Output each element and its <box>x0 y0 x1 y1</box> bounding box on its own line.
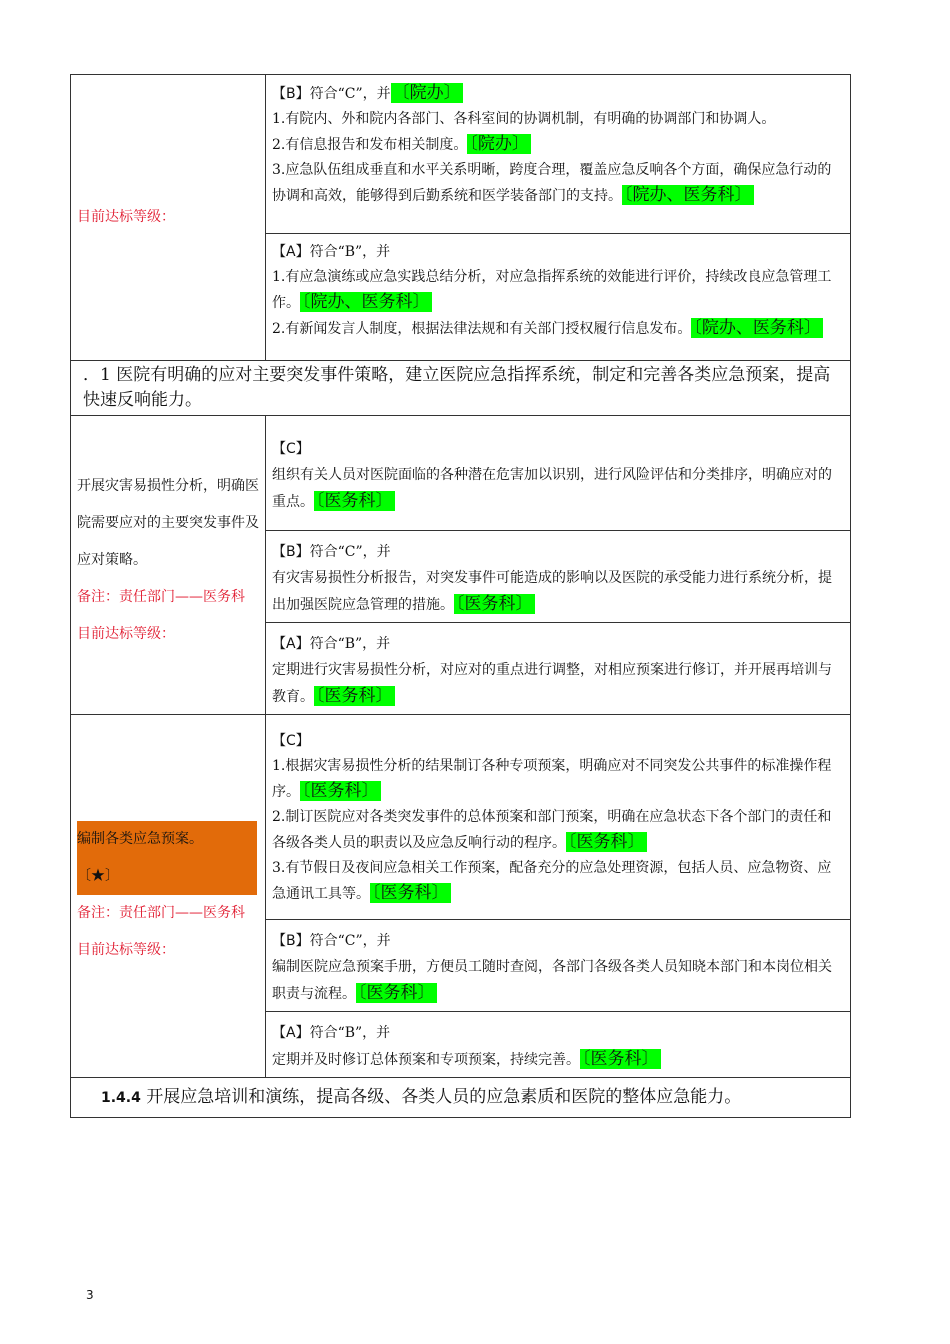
criterion-item: 2.有信息报告和发布相关制度。 <box>272 137 468 153</box>
criterion-item: 3.有节假日及夜间应急相关工作预案，配备充分的应急处理资源，包括人员、应急物资、应急通讯工具等。 <box>272 860 832 902</box>
row-3-C <box>71 715 851 920</box>
row-3-B-cell <box>266 920 851 1012</box>
star-icon: 〔★〕 <box>77 868 119 884</box>
criterion-item: 2.有新闻发言人制度，根据法律法规和有关部门授权履行信息发布。 <box>272 321 692 337</box>
level-label: 【B】 <box>272 86 310 102</box>
dept-tag: 〔医务科〕 <box>582 1049 659 1069</box>
criterion-item: 2.制订医院应对各类突发事件的总体预案和部门预案，明确在应急状态下各个部门的责任和各级各类人员的职责以及应急反响行动的程序。 <box>272 809 832 851</box>
row-3-A-cell <box>266 1012 851 1078</box>
row-1-left-cell <box>71 75 266 361</box>
row-2-left-cell <box>71 416 266 715</box>
row-1-A-cell <box>266 234 851 361</box>
dept-tag: 〔院办、医务科〕 <box>693 318 821 338</box>
dept-tag: 〔医务科〕 <box>456 594 533 614</box>
level-label: 【A】 <box>272 1025 310 1041</box>
criterion-item: 有灾害易损性分析报告，对突发事件可能造成的影响以及医院的承受能力进行系统分析，提出加强医院应急管理的措施。 <box>272 570 832 613</box>
criterion-item: 1.根据灾害易损性分析的结果制订各种专项预案，明确应对不同突发公共事件的标准操作程序。 <box>272 758 832 800</box>
level-label: 【C】 <box>272 733 310 749</box>
criterion-item: 1.有应急演练或应急实践总结分析，对应急指挥系统的效能进行评价，持续改良应急管理工作。 <box>272 269 832 311</box>
level-label: 【C】 <box>272 441 310 457</box>
dept-tag: 〔医务科〕 <box>302 781 379 801</box>
row-3-title-highlight <box>77 821 257 895</box>
dept-tag: 〔医务科〕 <box>316 686 393 706</box>
dept-tag: 〔院办〕 <box>469 134 529 154</box>
page-number: 3 <box>86 1288 94 1302</box>
level-intro: 符合“C”，并 <box>309 933 391 949</box>
level-intro: 符合“B”，并 <box>309 1025 391 1041</box>
dept-tag: 〔医务科〕 <box>316 491 393 511</box>
level-label: 【B】 <box>272 544 310 560</box>
level-label: 【A】 <box>272 636 310 652</box>
criterion-item: 3.应急队伍组成垂直和水平关系明晰，跨度合理，覆盖应急反响各个方面，确保应急行动的协调和高效，能够得到后勤系统和医学装备部门的支持。 <box>272 162 832 204</box>
dept-tag: 〔医务科〕 <box>372 883 449 903</box>
section-text: ．1 医院有明确的应对主要突发事件策略，建立医院应急指挥系统，制定和完善各类应急预案，提高快速反响能力。 <box>83 365 831 410</box>
criterion-item: 定期进行灾害易损性分析，对应对的重点进行调整，对相应预案进行修订，并开展再培训与教育。 <box>272 662 832 705</box>
section-row-144 <box>71 1078 851 1118</box>
row-2-C-cell <box>266 416 851 531</box>
row-1-B-cell <box>266 75 851 234</box>
row-2-status: 目前达标等级： <box>77 626 175 642</box>
dept-tag: 〔医务科〕 <box>358 983 435 1003</box>
standards-table <box>70 74 851 1118</box>
dept-tag: 〔院办、医务科〕 <box>624 185 752 205</box>
row-2-A-cell <box>266 623 851 715</box>
row-2-B-cell <box>266 531 851 623</box>
level-intro: 符合“B”，并 <box>309 636 391 652</box>
section-heading-144 <box>71 1078 851 1118</box>
dept-tag: 〔院办、医务科〕 <box>302 292 430 312</box>
row-3-note: 备注：责任部门——医务科 <box>77 905 245 921</box>
row-1-status: 目前达标等级： <box>77 209 175 225</box>
row-2-title: 开展灾害易损性分析，明确医院需要应对的主要突发事件及应对策略。 <box>77 478 259 568</box>
criterion-item: 1.有院内、外和院内各部门、各科室间的协调机制，有明确的协调部门和协调人。 <box>272 111 776 127</box>
criterion-item: 编制医院应急预案手册，方便员工随时查阅，各部门各级各类人员知晓本部门和本岗位相关职责与流程。 <box>272 959 832 1002</box>
row-2-C <box>71 416 851 531</box>
section-number: 1.4.4 <box>101 1090 141 1106</box>
level-label: 【A】 <box>272 244 310 260</box>
section-heading <box>71 361 851 416</box>
section-row <box>71 361 851 416</box>
dept-tag: 〔医务科〕 <box>568 832 645 852</box>
row-3-left-cell <box>71 715 266 1078</box>
level-intro: 符合“B”，并 <box>309 244 391 260</box>
row-3-C-cell <box>266 715 851 920</box>
criterion-item: 定期并及时修订总体预案和专项预案，持续完善。 <box>272 1052 580 1068</box>
level-intro: 符合“C”，并 <box>309 86 391 102</box>
row-2-note: 备注：责任部门——医务科 <box>77 589 245 605</box>
level-intro: 符合“C”，并 <box>309 544 391 560</box>
dept-tag: 〔院办〕 <box>392 83 461 103</box>
row-3-status: 目前达标等级： <box>77 942 175 958</box>
criterion-item: 组织有关人员对医院面临的各种潜在危害加以识别，进行风险评估和分类排序，明确应对的重点。 <box>272 467 832 510</box>
level-label: 【B】 <box>272 933 310 949</box>
section-text: 开展应急培训和演练，提高各级、各类人员的应急素质和医院的整体应急能力。 <box>146 1087 742 1107</box>
row-3-title: 编制各类应急预案。 <box>77 831 203 847</box>
row-1-B <box>71 75 851 234</box>
